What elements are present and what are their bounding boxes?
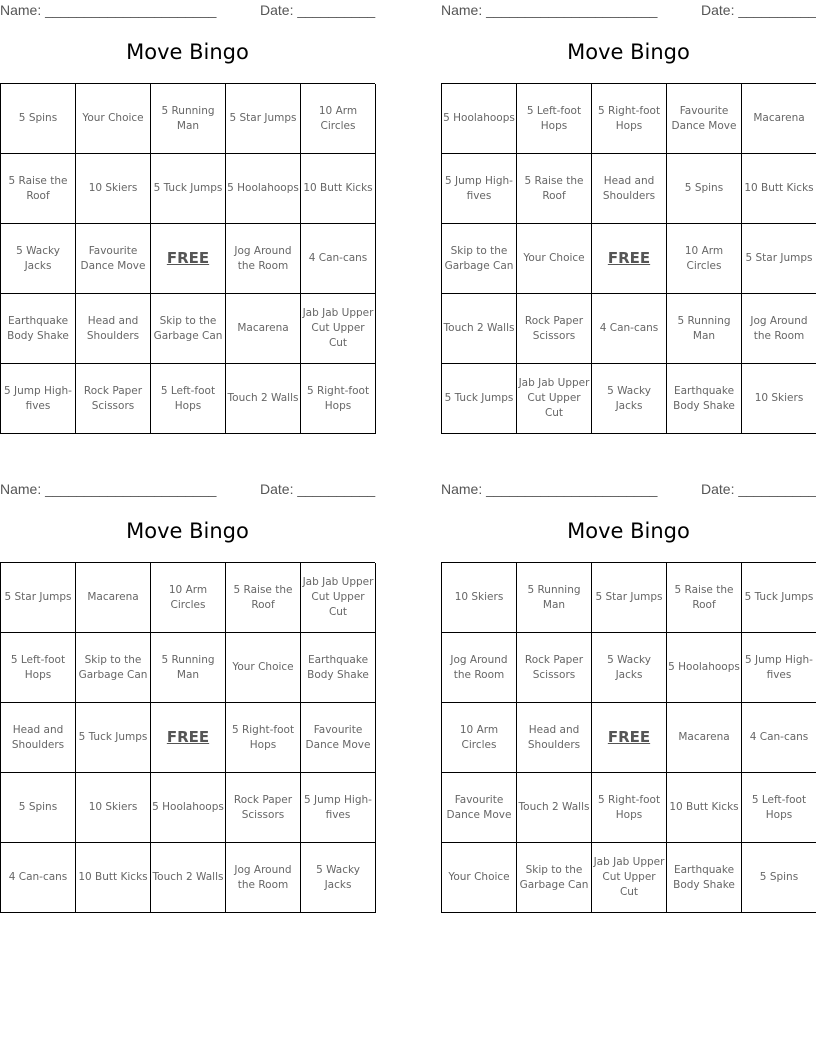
bingo-cell[interactable]: 10 Arm Circles: [442, 703, 517, 773]
name-field[interactable]: Name: ______________________: [0, 2, 217, 18]
bingo-cell[interactable]: Favourite Dance Move: [301, 703, 376, 773]
bingo-cell[interactable]: Head and Shoulders: [1, 703, 76, 773]
bingo-cell[interactable]: 10 Skiers: [76, 154, 151, 224]
bingo-cell[interactable]: 5 Wacky Jacks: [1, 224, 76, 294]
bingo-cell[interactable]: 5 Running Man: [517, 563, 592, 633]
bingo-cell[interactable]: 5 Jump High-fives: [442, 154, 517, 224]
bingo-cell[interactable]: 5 Left-foot Hops: [1, 633, 76, 703]
bingo-cell[interactable]: 10 Butt Kicks: [301, 154, 376, 224]
bingo-cell[interactable]: 5 Raise the Roof: [517, 154, 592, 224]
free-space-cell[interactable]: FREE: [592, 703, 667, 773]
bingo-cell[interactable]: 5 Right-foot Hops: [592, 773, 667, 843]
bingo-cell[interactable]: 5 Raise the Roof: [1, 154, 76, 224]
bingo-cell[interactable]: 5 Left-foot Hops: [517, 84, 592, 154]
bingo-cell[interactable]: 5 Hoolahoops: [442, 84, 517, 154]
card-title: Move Bingo: [126, 40, 249, 64]
date-field[interactable]: Date: __________: [260, 481, 376, 497]
bingo-cell[interactable]: 10 Skiers: [76, 773, 151, 843]
bingo-cell[interactable]: 5 Star Jumps: [592, 563, 667, 633]
bingo-cell[interactable]: Head and Shoulders: [517, 703, 592, 773]
bingo-cell[interactable]: Macarena: [667, 703, 742, 773]
bingo-card-4: [441, 479, 816, 913]
bingo-cell[interactable]: 10 Butt Kicks: [76, 843, 151, 913]
bingo-cell[interactable]: 10 Arm Circles: [151, 563, 226, 633]
bingo-card-2: [441, 0, 816, 434]
bingo-cell[interactable]: Touch 2 Walls: [517, 773, 592, 843]
bingo-cell[interactable]: Skip to the Garbage Can: [517, 843, 592, 913]
bingo-cell[interactable]: 5 Jump High-fives: [1, 364, 76, 434]
name-field[interactable]: Name: ______________________: [441, 2, 658, 18]
bingo-cell[interactable]: 10 Butt Kicks: [667, 773, 742, 843]
bingo-cell[interactable]: Macarena: [226, 294, 301, 364]
bingo-cell[interactable]: Jab Jab Upper Cut Upper Cut: [517, 364, 592, 434]
bingo-cell[interactable]: 5 Spins: [742, 843, 816, 913]
card-header: [0, 0, 375, 24]
bingo-cell[interactable]: Rock Paper Scissors: [517, 633, 592, 703]
bingo-cell[interactable]: 5 Raise the Roof: [226, 563, 301, 633]
date-field[interactable]: Date: __________: [260, 2, 376, 18]
date-field[interactable]: Date: __________: [701, 481, 816, 497]
bingo-cell[interactable]: Touch 2 Walls: [442, 294, 517, 364]
free-space-cell[interactable]: FREE: [592, 224, 667, 294]
bingo-cell[interactable]: Your Choice: [226, 633, 301, 703]
bingo-cell[interactable]: Rock Paper Scissors: [517, 294, 592, 364]
bingo-cell[interactable]: Your Choice: [442, 843, 517, 913]
bingo-cell[interactable]: 5 Right-foot Hops: [301, 364, 376, 434]
bingo-cell[interactable]: 5 Running Man: [667, 294, 742, 364]
bingo-grid: [0, 562, 375, 913]
bingo-cell[interactable]: 10 Butt Kicks: [742, 154, 816, 224]
bingo-cell[interactable]: 5 Tuck Jumps: [76, 703, 151, 773]
bingo-cell[interactable]: 10 Skiers: [442, 563, 517, 633]
bingo-cell[interactable]: 5 Hoolahoops: [226, 154, 301, 224]
bingo-cell[interactable]: Head and Shoulders: [592, 154, 667, 224]
bingo-cell[interactable]: Touch 2 Walls: [226, 364, 301, 434]
bingo-cell[interactable]: 5 Left-foot Hops: [742, 773, 816, 843]
name-field[interactable]: Name: ______________________: [441, 481, 658, 497]
bingo-cell[interactable]: Rock Paper Scissors: [226, 773, 301, 843]
bingo-cell[interactable]: 5 Wacky Jacks: [592, 364, 667, 434]
bingo-cell[interactable]: 5 Jump High-fives: [742, 633, 816, 703]
bingo-cell[interactable]: Earthquake Body Shake: [301, 633, 376, 703]
bingo-cell[interactable]: 4 Can-cans: [1, 843, 76, 913]
bingo-cell[interactable]: 10 Arm Circles: [301, 84, 376, 154]
card-header: [0, 479, 375, 503]
card-header: [441, 0, 816, 24]
bingo-cell[interactable]: 5 Tuck Jumps: [442, 364, 517, 434]
free-space-cell[interactable]: FREE: [151, 703, 226, 773]
card-title: Move Bingo: [567, 40, 690, 64]
bingo-cell[interactable]: 5 Tuck Jumps: [742, 563, 816, 633]
bingo-cell[interactable]: Touch 2 Walls: [151, 843, 226, 913]
bingo-cell[interactable]: Favourite Dance Move: [667, 84, 742, 154]
bingo-cell[interactable]: 5 Raise the Roof: [667, 563, 742, 633]
bingo-cell[interactable]: 5 Star Jumps: [742, 224, 816, 294]
bingo-cell[interactable]: 5 Hoolahoops: [667, 633, 742, 703]
bingo-cell[interactable]: Favourite Dance Move: [76, 224, 151, 294]
bingo-cell[interactable]: Earthquake Body Shake: [1, 294, 76, 364]
bingo-cell[interactable]: 5 Wacky Jacks: [301, 843, 376, 913]
card-header: [441, 479, 816, 503]
bingo-cell[interactable]: Jab Jab Upper Cut Upper Cut: [592, 843, 667, 913]
bingo-grid: [441, 562, 816, 913]
bingo-cell[interactable]: Your Choice: [517, 224, 592, 294]
bingo-cell[interactable]: 5 Right-foot Hops: [592, 84, 667, 154]
bingo-cell[interactable]: Rock Paper Scissors: [76, 364, 151, 434]
bingo-cell[interactable]: Jog Around the Room: [226, 843, 301, 913]
bingo-cell[interactable]: Jog Around the Room: [442, 633, 517, 703]
bingo-cell[interactable]: Jab Jab Upper Cut Upper Cut: [301, 563, 376, 633]
date-field[interactable]: Date: __________: [701, 2, 816, 18]
bingo-cell[interactable]: 4 Can-cans: [592, 294, 667, 364]
bingo-cell[interactable]: 4 Can-cans: [742, 703, 816, 773]
bingo-cell[interactable]: Your Choice: [76, 84, 151, 154]
bingo-cell[interactable]: Jog Around the Room: [226, 224, 301, 294]
bingo-cell[interactable]: 4 Can-cans: [301, 224, 376, 294]
bingo-card-1: [0, 0, 375, 434]
card-title: Move Bingo: [126, 519, 249, 543]
bingo-grid: [0, 83, 375, 434]
bingo-cell[interactable]: Head and Shoulders: [76, 294, 151, 364]
bingo-cell[interactable]: Skip to the Garbage Can: [76, 633, 151, 703]
bingo-card-3: [0, 479, 375, 913]
bingo-cell[interactable]: 5 Spins: [1, 773, 76, 843]
name-field[interactable]: Name: ______________________: [0, 481, 217, 497]
bingo-cell[interactable]: 5 Right-foot Hops: [226, 703, 301, 773]
bingo-cell[interactable]: 5 Spins: [1, 84, 76, 154]
bingo-cell[interactable]: Favourite Dance Move: [442, 773, 517, 843]
bingo-cell[interactable]: Jab Jab Upper Cut Upper Cut: [301, 294, 376, 364]
bingo-cell[interactable]: 10 Skiers: [742, 364, 816, 434]
bingo-cell[interactable]: 5 Tuck Jumps: [151, 154, 226, 224]
bingo-cell[interactable]: 5 Star Jumps: [1, 563, 76, 633]
bingo-cell[interactable]: 5 Wacky Jacks: [592, 633, 667, 703]
bingo-cell[interactable]: Skip to the Garbage Can: [442, 224, 517, 294]
bingo-cell[interactable]: Macarena: [76, 563, 151, 633]
bingo-cell[interactable]: Macarena: [742, 84, 816, 154]
bingo-cell[interactable]: Skip to the Garbage Can: [151, 294, 226, 364]
bingo-cell[interactable]: Earthquake Body Shake: [667, 364, 742, 434]
bingo-cell[interactable]: 5 Running Man: [151, 84, 226, 154]
bingo-cell[interactable]: Jog Around the Room: [742, 294, 816, 364]
bingo-cell[interactable]: 5 Star Jumps: [226, 84, 301, 154]
bingo-cell[interactable]: 5 Running Man: [151, 633, 226, 703]
bingo-grid: [441, 83, 816, 434]
free-space-cell[interactable]: FREE: [151, 224, 226, 294]
bingo-cell[interactable]: 10 Arm Circles: [667, 224, 742, 294]
card-title: Move Bingo: [567, 519, 690, 543]
bingo-cell[interactable]: 5 Spins: [667, 154, 742, 224]
bingo-cell[interactable]: 5 Hoolahoops: [151, 773, 226, 843]
bingo-cell[interactable]: 5 Left-foot Hops: [151, 364, 226, 434]
bingo-cell[interactable]: Earthquake Body Shake: [667, 843, 742, 913]
bingo-cell[interactable]: 5 Jump High-fives: [301, 773, 376, 843]
